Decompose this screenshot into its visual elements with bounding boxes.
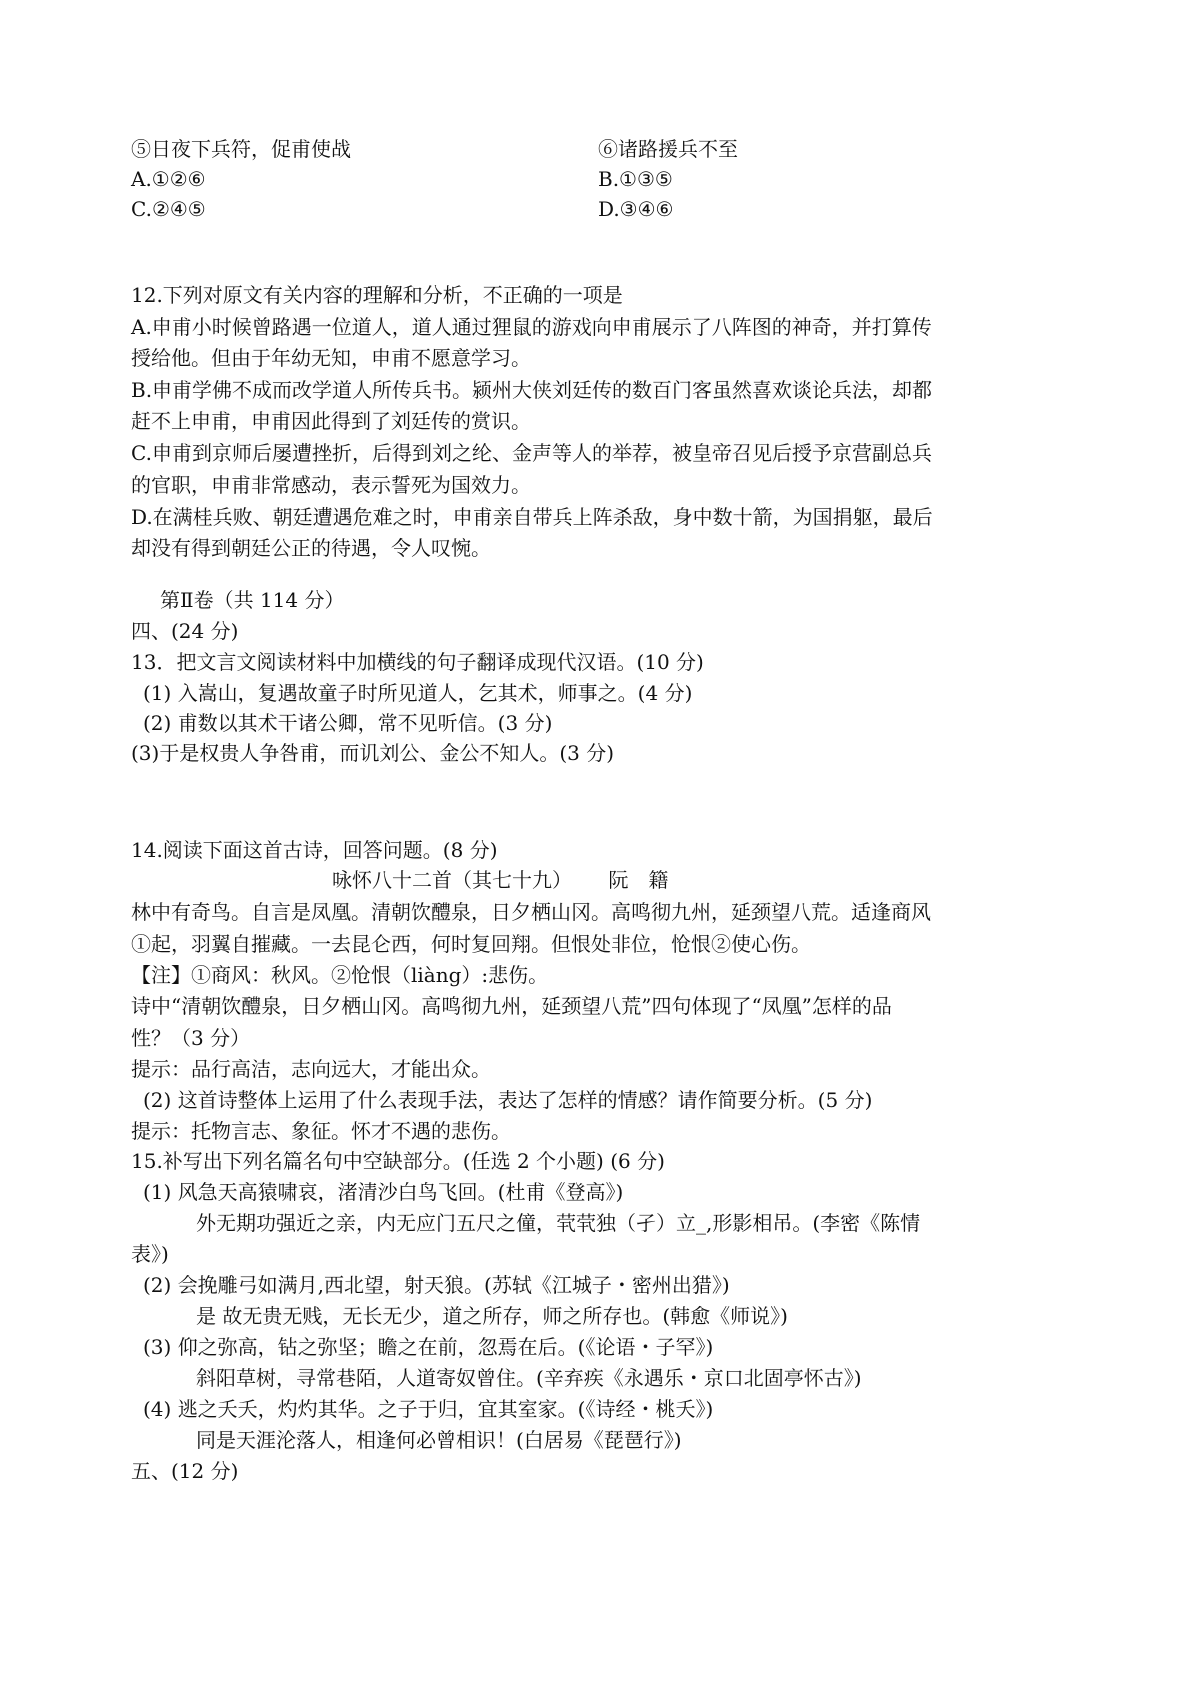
q12-option-d-line1: D.在满桂兵败、朝廷遭遇危难之时，申甫亲自带兵上阵杀敌，身中数十箭，为国捐躯，最后 — [131, 505, 933, 529]
option-6: ⑥诸路援兵不至 — [598, 137, 738, 161]
section-4-heading: 四、(24 分) — [131, 619, 239, 643]
q13-item-2: (2) 甫数以其术干诸公卿，常不见听信。(3 分) — [143, 711, 553, 735]
q14-sub2: (2) 这首诗整体上运用了什么表现手法，表达了怎样的情感？请作简要分析。(5 分) — [143, 1088, 873, 1112]
q15-item-1b: 外无期功强近之亲，内无应门五尺之僮，茕茕独（孑）立_,形影相吊。(李密《陈情 — [196, 1211, 921, 1235]
poem-line-2: ①起，羽翼自摧藏。一去昆仑西，何时复回翔。但恨处非位，怆恨②使心伤。 — [131, 932, 811, 956]
q12-option-a-line1: A.申甫小时候曾路遇一位道人，道人通过狸鼠的游戏向申甫展示了八阵图的神奇，并打算传 — [131, 315, 932, 339]
q12-option-b-line1: B.申甫学佛不成而改学道人所传兵书。颍州大侠刘廷传的数百门客虽然喜欢谈论兵法，却都 — [131, 378, 933, 402]
q15-item-2a: (2) 会挽雕弓如满月,西北望，射天狼。(苏轼《江城子・密州出猎》) — [143, 1273, 730, 1297]
q15-item-3a: (3) 仰之弥高，钻之弥坚；瞻之在前，忽焉在后。(《论语・子罕》) — [143, 1335, 714, 1359]
q14-stem: 14.阅读下面这首古诗，回答问题。(8 分) — [131, 838, 498, 862]
q13-item-3: (3)于是权贵人争咎甫，而讥刘公、金公不知人。(3 分) — [131, 741, 615, 765]
q12-option-a-line2: 授给他。但由于年幼无知，申甫不愿意学习。 — [131, 346, 531, 370]
section-5-heading: 五、(12 分) — [131, 1459, 239, 1483]
q13-stem: 13．把文言文阅读材料中加横线的句子翻译成现代汉语。(10 分) — [131, 650, 704, 674]
q15-item-4b: 同是天涯沦落人，相逢何必曾相识！(白居易《琵琶行》) — [196, 1428, 682, 1452]
q12-option-d-line2: 却没有得到朝廷公正的待遇，令人叹惋。 — [131, 536, 491, 560]
q12-option-c-line2: 的官职，申甫非常感动，表示誓死为国效力。 — [131, 473, 531, 497]
q15-item-1a: (1) 风急天高猿啸哀，渚清沙白鸟飞回。(杜甫《登高》) — [143, 1180, 624, 1204]
q15-item-3b: 斜阳草树，寻常巷陌，人道寄奴曾住。(辛弃疾《永遇乐・京口北固亭怀古》) — [196, 1366, 862, 1390]
q14-hint-1: 提示：品行高洁，志向远大，才能出众。 — [131, 1057, 491, 1081]
poem-note: 【注】①商风：秋风。②怆恨（liàng）:悲伤。 — [131, 963, 549, 987]
q15-stem: 15.补写出下列名篇名句中空缺部分。(任选 2 个小题) (6 分) — [131, 1149, 665, 1173]
q13-item-1: (1) 入嵩山，复遇故童子时所见道人，乞其术，师事之。(4 分) — [143, 681, 693, 705]
q15-item-2b: 是 故无贵无贱，无长无少，道之所存，师之所存也。(韩愈《师说》) — [196, 1304, 788, 1328]
option-5: ⑤日夜下兵符，促甫使战 — [131, 137, 351, 161]
q14-sub1-line2: 性？（3 分） — [131, 1026, 251, 1050]
poem-line-1: 林中有奇鸟。自言是凤凰。清朝饮醴泉，日夕栖山冈。高鸣彻九州，延颈望八荒。适逢商风 — [131, 900, 931, 924]
q12-option-c-line1: C.申甫到京师后屡遭挫折，后得到刘之纶、金声等人的举荐，被皇帝召见后授予京营副总兵 — [131, 441, 932, 465]
choice-d: D.③④⑥ — [598, 197, 674, 221]
q12-stem: 12.下列对原文有关内容的理解和分析，不正确的一项是 — [131, 283, 623, 307]
q12-option-b-line2: 赶不上申甫，申甫因此得到了刘廷传的赏识。 — [131, 409, 531, 433]
q14-sub1-line1: 诗中“清朝饮醴泉，日夕栖山冈。高鸣彻九州，延颈望八荒”四句体现了“凤凰”怎样的品 — [131, 994, 892, 1018]
choice-a: A.①②⑥ — [131, 167, 206, 191]
q14-hint-2: 提示：托物言志、象征。怀才不遇的悲伤。 — [131, 1119, 511, 1143]
choice-c: C.②④⑤ — [131, 197, 206, 221]
poem-title: 咏怀八十二首（其七十九） 阮 籍 — [332, 868, 669, 892]
part2-title: 第Ⅱ卷（共 114 分） — [160, 588, 345, 612]
choice-b: B.①③⑤ — [598, 167, 673, 191]
q15-item-1c: 表》) — [131, 1242, 169, 1266]
q15-item-4a: (4) 逃之夭夭，灼灼其华。之子于归，宜其室家。(《诗经・桃夭》) — [143, 1397, 714, 1421]
